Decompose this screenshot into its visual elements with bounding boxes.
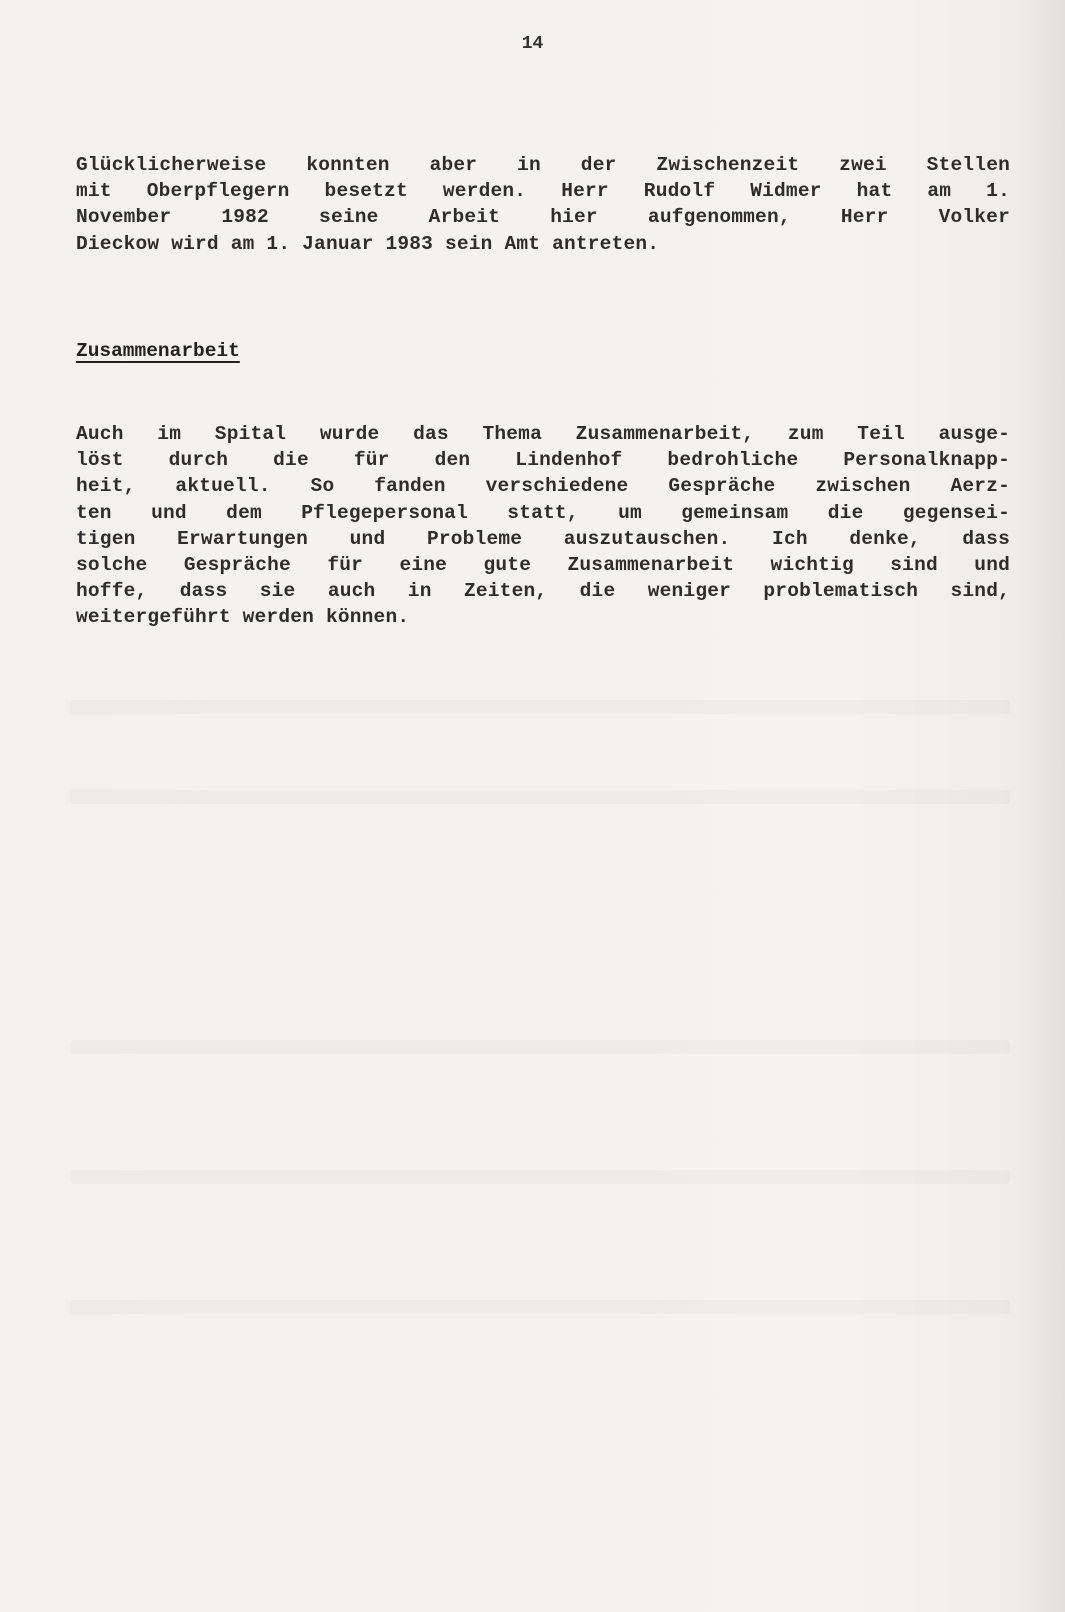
section-heading-zusammenarbeit: Zusammenarbeit [76,340,240,362]
text-line: Dieckow wird am 1. Januar 1983 sein Amt antreten. [76,232,660,255]
bleed-through-shadow [70,1040,1010,1054]
paragraph-staffing [76,152,1010,257]
text-line: Auch im Spital wurde das Thema Zusammenarbeit, zum Teil ausge- [76,423,1010,445]
page-number: 14 [521,34,544,54]
paragraph-collaboration [76,421,1010,631]
text-line: solche Gespräche für eine gute Zusammenarbeit wichtig sind und [76,554,1010,577]
bleed-through-shadow [70,1170,1010,1184]
text-line: November 1982 seine Arbeit hier aufgenommen, Herr Volker [76,206,1010,229]
text-line: tigen Erwartungen und Probleme auszutauschen. Ich denke, dass [76,527,1010,550]
bleed-through-shadow [70,700,1010,714]
text-line: weitergeführt werden können. [76,606,410,629]
text-line: ten und dem Pflegepersonal statt, um gemeinsam die gegensei- [76,501,1010,524]
text-line: mit Oberpflegern besetzt werden. Herr Rudolf Widmer hat am 1. [76,180,1010,203]
bleed-through-shadow [70,1300,1010,1314]
text-line: hoffe, dass sie auch in Zeiten, die weniger problematisch sind, [76,580,1010,603]
text-line: heit, aktuell. So fanden verschiedene Gespräche zwischen Aerz- [76,475,1010,498]
text-line: löst durch die für den Lindenhof bedrohliche Personalknapp- [76,449,1010,472]
bleed-through-shadow [70,790,1010,804]
text-line: Glücklicherweise konnten aber in der Zwischenzeit zwei Stellen [76,154,1010,176]
